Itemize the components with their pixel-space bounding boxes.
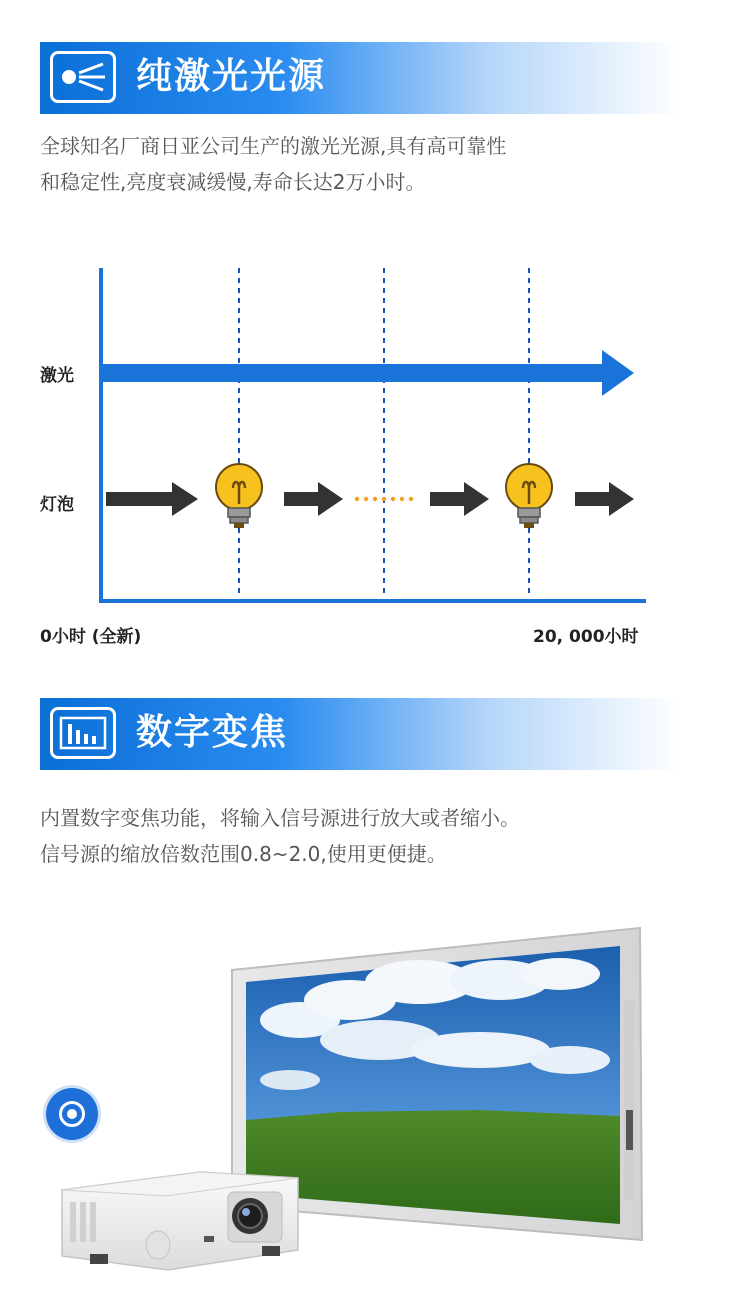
section-title: 数字变焦 <box>136 712 289 753</box>
description-line: 内置数字变焦功能，将输入信号源进行放大或者缩小。 <box>40 806 520 830</box>
laser-description <box>40 128 680 200</box>
description-line: 信号源的缩放倍数范围0.8~2.0,使用更便捷。 <box>40 842 447 866</box>
row-label-bulb: 灯泡 <box>40 495 74 515</box>
lifetime-diagram <box>0 260 750 620</box>
arrow-icon <box>106 482 198 516</box>
arrow-icon <box>430 482 489 516</box>
arrow-icon <box>284 482 343 516</box>
light-bulb-icon <box>506 464 552 528</box>
row-label-laser: 激光 <box>40 366 74 386</box>
zoom-lens-icon <box>46 1088 98 1140</box>
laser-light-icon <box>50 51 116 103</box>
zoom-description <box>40 800 680 872</box>
bar-chart-icon <box>50 707 116 759</box>
light-bulb-icon <box>216 464 262 528</box>
description-line: 全球知名厂商日亚公司生产的激光光源,具有高可靠性 <box>40 134 507 158</box>
arrow-icon <box>575 482 634 516</box>
projector-icon <box>62 1172 298 1270</box>
projection-scene <box>0 910 750 1310</box>
laser-banner <box>40 42 680 114</box>
section-title: 纯激光光源 <box>136 56 327 97</box>
description-line: 和稳定性,亮度衰减缓慢,寿命长达2万小时。 <box>40 170 426 194</box>
laser-arrow <box>103 350 634 396</box>
x-axis-end-label: 20, 000小时 <box>533 627 639 647</box>
x-axis-start-label: 0小时 (全新) <box>40 627 142 647</box>
dotted-connector <box>355 497 413 501</box>
zoom-banner <box>40 698 680 770</box>
